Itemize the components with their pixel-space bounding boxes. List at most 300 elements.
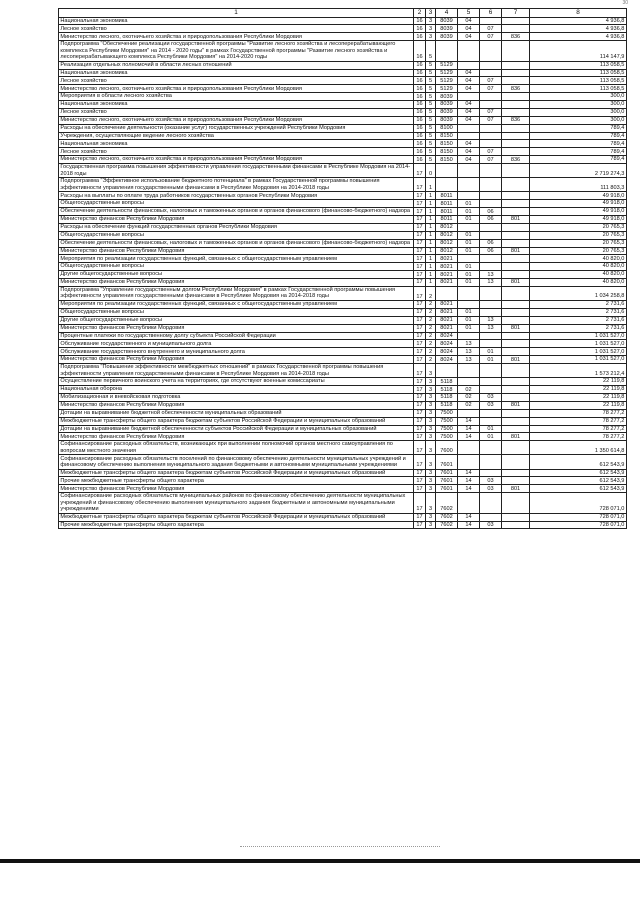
code-cell: 04 <box>458 108 480 116</box>
amount-cell: 22 119,8 <box>530 401 627 409</box>
code-cell <box>502 239 530 247</box>
table-row <box>59 301 627 309</box>
table-row <box>59 348 627 356</box>
code-cell: 8150 <box>436 148 458 156</box>
code-cell <box>502 223 530 231</box>
code-cell: 14 <box>458 417 480 425</box>
code-cell: 13 <box>458 356 480 364</box>
amount-cell: 4 936,8 <box>530 33 627 41</box>
header-cell: 5 <box>458 9 480 18</box>
code-cell: 1 <box>426 216 436 224</box>
code-cell: 17 <box>414 178 426 192</box>
code-cell: 7500 <box>436 409 458 417</box>
budget-table-sheet <box>58 8 626 529</box>
code-cell: 06 <box>480 208 502 216</box>
code-cell: 5 <box>426 156 436 164</box>
row-name-cell: Осуществление первичного воинского учета на территориях, где отсутствуют военные комиссариаты <box>59 378 414 386</box>
row-name-cell: Лесное хозяйство <box>59 108 414 116</box>
row-name-cell: Министерство финансов Республики Мордовия <box>59 324 414 332</box>
amount-cell: 612 543,9 <box>530 477 627 485</box>
row-name-cell: Министерство финансов Республики Мордовия <box>59 401 414 409</box>
code-cell: 01 <box>458 247 480 255</box>
row-name-cell: Учреждения, осуществляющие ведение лесного хозяйства <box>59 132 414 140</box>
code-cell: 17 <box>414 485 426 493</box>
amount-cell: 2 731,6 <box>530 308 627 316</box>
code-cell <box>480 132 502 140</box>
header-cell: 4 <box>436 9 458 18</box>
code-cell: 2 <box>426 348 436 356</box>
table-row <box>59 308 627 316</box>
amount-cell: 40 820,0 <box>530 255 627 263</box>
amount-cell: 20 765,3 <box>530 239 627 247</box>
code-cell <box>502 178 530 192</box>
code-cell <box>502 108 530 116</box>
amount-cell: 1 034 258,8 <box>530 286 627 300</box>
code-cell: 14 <box>458 485 480 493</box>
header-cell: 1 <box>59 9 414 18</box>
row-name-cell: Подпрограмма "Эффективное использование бюджетного потенциала" в рамках Государственной программы повышения эффективности управления государственными финансами в Республике Мордовия на 2014-2018 годы <box>59 178 414 192</box>
code-cell <box>502 513 530 521</box>
code-cell: 5129 <box>436 77 458 85</box>
code-cell: 836 <box>502 33 530 41</box>
row-name-cell: Национальная экономика <box>59 69 414 77</box>
code-cell <box>458 132 480 140</box>
code-cell <box>502 61 530 69</box>
code-cell <box>502 77 530 85</box>
header-cell: 2 <box>414 9 426 18</box>
code-cell: 14 <box>458 513 480 521</box>
code-cell: 17 <box>414 332 426 340</box>
amount-cell: 1 573 212,4 <box>530 364 627 378</box>
code-cell <box>480 101 502 109</box>
code-cell: 04 <box>458 25 480 33</box>
code-cell <box>480 255 502 263</box>
code-cell: 17 <box>414 409 426 417</box>
table-row <box>59 263 627 271</box>
amount-cell: 612 543,9 <box>530 485 627 493</box>
code-cell: 2 <box>426 332 436 340</box>
code-cell: 3 <box>426 25 436 33</box>
code-cell: 02 <box>458 394 480 402</box>
code-cell <box>502 286 530 300</box>
code-cell <box>502 348 530 356</box>
header-cell: 3 <box>426 9 436 18</box>
code-cell <box>502 192 530 200</box>
code-cell <box>458 286 480 300</box>
code-cell: 8039 <box>436 108 458 116</box>
code-cell <box>436 164 458 178</box>
table-row <box>59 433 627 441</box>
code-cell: 8021 <box>436 324 458 332</box>
table-row <box>59 124 627 132</box>
code-cell: 07 <box>480 148 502 156</box>
code-cell: 5 <box>426 148 436 156</box>
code-cell: 3 <box>426 521 436 529</box>
code-cell <box>502 263 530 271</box>
code-cell: 16 <box>414 41 426 61</box>
table-row <box>59 469 627 477</box>
code-cell: 17 <box>414 223 426 231</box>
row-name-cell: Обслуживание государственного и муниципального долга <box>59 340 414 348</box>
code-cell: 8024 <box>436 332 458 340</box>
code-cell: 801 <box>502 356 530 364</box>
code-cell: 17 <box>414 324 426 332</box>
table-row <box>59 164 627 178</box>
amount-cell: 728 071,0 <box>530 521 627 529</box>
row-name-cell: Расходы на обеспечение деятельности (оказание услуг) государственных учреждений Республики Мордовия <box>59 124 414 132</box>
code-cell: 801 <box>502 216 530 224</box>
code-cell: 01 <box>458 324 480 332</box>
row-name-cell: Министерство лесного, охотничьего хозяйства и природопользования Республики Мордовия <box>59 85 414 93</box>
code-cell: 16 <box>414 77 426 85</box>
code-cell: 5 <box>426 132 436 140</box>
budget-table-body <box>59 9 627 529</box>
code-cell: 5 <box>426 61 436 69</box>
code-cell: 3 <box>426 401 436 409</box>
code-cell <box>502 271 530 279</box>
row-name-cell: Софинансирование расходных обязательств муниципальных районов по финансовому обеспечению деятельности муниципальных учреждений и финансовому обеспечению выполнения муниципального задания бюджетными и автономными муниципальными учреждениями <box>59 493 414 513</box>
amount-cell: 40 820,0 <box>530 279 627 287</box>
table-row <box>59 386 627 394</box>
code-cell <box>436 286 458 300</box>
code-cell: 1 <box>426 239 436 247</box>
amount-cell: 49 918,0 <box>530 192 627 200</box>
code-cell: 801 <box>502 279 530 287</box>
code-cell: 1 <box>426 255 436 263</box>
row-name-cell: Министерство лесного, охотничьего хозяйства и природопользования Республики Мордовия <box>59 33 414 41</box>
code-cell: 04 <box>458 85 480 93</box>
code-cell: 13 <box>458 340 480 348</box>
code-cell <box>502 521 530 529</box>
amount-cell: 49 918,0 <box>530 208 627 216</box>
code-cell: 8021 <box>436 271 458 279</box>
code-cell: 5 <box>426 85 436 93</box>
code-cell: 04 <box>458 17 480 25</box>
code-cell: 5 <box>426 77 436 85</box>
code-cell: 836 <box>502 116 530 124</box>
code-cell: 17 <box>414 441 426 455</box>
amount-cell: 113 058,5 <box>530 77 627 85</box>
code-cell: 17 <box>414 493 426 513</box>
code-cell: 01 <box>458 279 480 287</box>
code-cell: 07 <box>480 77 502 85</box>
row-name-cell: Лесное хозяйство <box>59 25 414 33</box>
code-cell: 16 <box>414 132 426 140</box>
code-cell: 2 <box>426 316 436 324</box>
code-cell: 7602 <box>436 513 458 521</box>
code-cell: 5118 <box>436 401 458 409</box>
code-cell: 14 <box>458 433 480 441</box>
row-name-cell: Министерство финансов Республики Мордовия <box>59 247 414 255</box>
code-cell: 5118 <box>436 378 458 386</box>
code-cell: 8039 <box>436 17 458 25</box>
code-cell <box>502 308 530 316</box>
code-cell: 8039 <box>436 33 458 41</box>
table-row <box>59 223 627 231</box>
row-name-cell: Общегосударственные вопросы <box>59 200 414 208</box>
row-name-cell: Общегосударственные вопросы <box>59 308 414 316</box>
code-cell: 17 <box>414 286 426 300</box>
code-cell: 2 <box>426 301 436 309</box>
code-cell <box>458 223 480 231</box>
table-row <box>59 378 627 386</box>
table-header-row <box>59 9 627 18</box>
code-cell <box>502 340 530 348</box>
code-cell: 5 <box>426 69 436 77</box>
code-cell: 17 <box>414 301 426 309</box>
code-cell <box>480 178 502 192</box>
table-row <box>59 77 627 85</box>
code-cell <box>502 364 530 378</box>
amount-cell: 20 765,3 <box>530 247 627 255</box>
table-row <box>59 93 627 101</box>
code-cell: 14 <box>458 469 480 477</box>
row-name-cell: Государственная программа повышения эффективности управления государственными финансами в Республике Мордовия на 2014-2018 годы <box>59 164 414 178</box>
code-cell: 5 <box>426 124 436 132</box>
table-row <box>59 340 627 348</box>
code-cell: 16 <box>414 124 426 132</box>
row-name-cell: Реализация отдельных полномочий в области лесных отношений <box>59 61 414 69</box>
code-cell: 8021 <box>436 301 458 309</box>
code-cell: 8021 <box>436 308 458 316</box>
row-name-cell: Подпрограмма "Повышение эффективности межбюджетных отношений" в рамках Государственной программы повышения эффективности управления государственными финансами в Республике Мордовия на 2014-2018 годы <box>59 364 414 378</box>
code-cell: 17 <box>414 469 426 477</box>
amount-cell: 789,4 <box>530 156 627 164</box>
amount-cell: 78 277,2 <box>530 409 627 417</box>
code-cell: 17 <box>414 425 426 433</box>
code-cell <box>502 231 530 239</box>
amount-cell: 78 277,2 <box>530 417 627 425</box>
table-row <box>59 401 627 409</box>
header-cell: 6 <box>480 9 502 18</box>
amount-cell: 789,4 <box>530 124 627 132</box>
row-name-cell: Лесное хозяйство <box>59 148 414 156</box>
amount-cell: 40 820,0 <box>530 271 627 279</box>
code-cell: 17 <box>414 356 426 364</box>
code-cell <box>480 286 502 300</box>
code-cell: 13 <box>480 324 502 332</box>
code-cell: 5 <box>426 116 436 124</box>
scan-bottom-edge <box>0 859 640 863</box>
code-cell: 1 <box>426 247 436 255</box>
code-cell <box>458 255 480 263</box>
table-row <box>59 17 627 25</box>
code-cell: 5129 <box>436 69 458 77</box>
code-cell: 13 <box>480 271 502 279</box>
code-cell: 01 <box>458 316 480 324</box>
code-cell: 8024 <box>436 340 458 348</box>
code-cell: 17 <box>414 208 426 216</box>
code-cell <box>480 469 502 477</box>
code-cell: 801 <box>502 433 530 441</box>
code-cell: 8024 <box>436 348 458 356</box>
code-cell: 1 <box>426 200 436 208</box>
code-cell: 7602 <box>436 521 458 529</box>
code-cell: 5118 <box>436 386 458 394</box>
amount-cell: 612 543,9 <box>530 469 627 477</box>
code-cell: 06 <box>480 247 502 255</box>
code-cell: 8039 <box>436 25 458 33</box>
code-cell <box>480 200 502 208</box>
code-cell: 17 <box>414 200 426 208</box>
code-cell <box>502 17 530 25</box>
code-cell <box>502 386 530 394</box>
table-row <box>59 239 627 247</box>
code-cell: 7602 <box>436 493 458 513</box>
code-cell <box>502 301 530 309</box>
code-cell: 17 <box>414 308 426 316</box>
code-cell <box>480 441 502 455</box>
amount-cell: 789,4 <box>530 140 627 148</box>
table-row <box>59 41 627 61</box>
code-cell: 01 <box>458 231 480 239</box>
row-name-cell: Другие общегосударственные вопросы <box>59 316 414 324</box>
amount-cell: 1 031 527,0 <box>530 332 627 340</box>
code-cell <box>502 25 530 33</box>
row-name-cell: Национальная экономика <box>59 140 414 148</box>
code-cell: 17 <box>414 255 426 263</box>
code-cell: 03 <box>480 394 502 402</box>
table-row <box>59 425 627 433</box>
code-cell: 8011 <box>436 200 458 208</box>
code-cell <box>502 101 530 109</box>
code-cell: 3 <box>426 394 436 402</box>
amount-cell: 1 031 527,0 <box>530 356 627 364</box>
code-cell: 1 <box>426 271 436 279</box>
code-cell: 04 <box>458 77 480 85</box>
code-cell: 16 <box>414 116 426 124</box>
code-cell: 17 <box>414 455 426 469</box>
header-cell: 7 <box>502 9 530 18</box>
code-cell: 1 <box>426 279 436 287</box>
code-cell: 17 <box>414 378 426 386</box>
code-cell <box>502 41 530 61</box>
row-name-cell: Прочие межбюджетные трансферты общего характера <box>59 477 414 485</box>
code-cell: 16 <box>414 108 426 116</box>
table-row <box>59 140 627 148</box>
code-cell: 17 <box>414 239 426 247</box>
table-row <box>59 394 627 402</box>
amount-cell: 1 350 614,8 <box>530 441 627 455</box>
code-cell <box>480 263 502 271</box>
code-cell <box>458 364 480 378</box>
row-name-cell: Процентные платежи по государственному долгу субъекта Российской Федерации <box>59 332 414 340</box>
code-cell: 17 <box>414 401 426 409</box>
code-cell: 07 <box>480 25 502 33</box>
code-cell <box>480 61 502 69</box>
code-cell: 3 <box>426 485 436 493</box>
code-cell: 16 <box>414 101 426 109</box>
table-row <box>59 286 627 300</box>
code-cell: 01 <box>458 239 480 247</box>
amount-cell: 300,0 <box>530 108 627 116</box>
code-cell: 1 <box>426 263 436 271</box>
code-cell: 5 <box>426 41 436 61</box>
code-cell: 8021 <box>436 255 458 263</box>
row-name-cell: Расходы на обеспечение функций государственных органов Республики Мордовия <box>59 223 414 231</box>
code-cell <box>480 192 502 200</box>
row-name-cell: Национальная экономика <box>59 17 414 25</box>
code-cell: 2 <box>426 286 436 300</box>
code-cell <box>480 69 502 77</box>
code-cell: 01 <box>458 216 480 224</box>
code-cell: 8021 <box>436 263 458 271</box>
code-cell: 04 <box>458 33 480 41</box>
code-cell: 14 <box>458 477 480 485</box>
row-name-cell: Дотации на выравнивание бюджетной обеспеченности субъектов Российской Федерации и муниципальных образований <box>59 425 414 433</box>
code-cell: 01 <box>458 308 480 316</box>
code-cell: 16 <box>414 156 426 164</box>
code-cell: 17 <box>414 477 426 485</box>
table-row <box>59 521 627 529</box>
code-cell <box>502 394 530 402</box>
row-name-cell: Министерство лесного, охотничьего хозяйства и природопользования Республики Мордовия <box>59 116 414 124</box>
code-cell: 3 <box>426 469 436 477</box>
row-name-cell: Софинансирование расходных обязательств, возникающих при выполнении полномочий органов местного самоуправления по вопросам местного значения <box>59 441 414 455</box>
code-cell: 3 <box>426 409 436 417</box>
table-row <box>59 69 627 77</box>
code-cell: 2 <box>426 324 436 332</box>
code-cell: 3 <box>426 441 436 455</box>
code-cell <box>436 178 458 192</box>
code-cell: 801 <box>502 247 530 255</box>
code-cell <box>458 164 480 178</box>
amount-cell: 612 543,9 <box>530 455 627 469</box>
code-cell: 17 <box>414 247 426 255</box>
code-cell <box>502 455 530 469</box>
table-row <box>59 455 627 469</box>
code-cell: 06 <box>480 216 502 224</box>
code-cell: 8039 <box>436 116 458 124</box>
code-cell: 16 <box>414 69 426 77</box>
amount-cell: 728 071,0 <box>530 513 627 521</box>
row-name-cell: Министерство финансов Республики Мордовия <box>59 433 414 441</box>
code-cell: 17 <box>414 348 426 356</box>
row-name-cell: Министерство финансов Республики Мордовия <box>59 356 414 364</box>
amount-cell: 40 820,0 <box>530 263 627 271</box>
code-cell <box>458 455 480 469</box>
amount-cell: 22 119,8 <box>530 386 627 394</box>
table-row <box>59 279 627 287</box>
code-cell: 3 <box>426 433 436 441</box>
code-cell <box>502 140 530 148</box>
code-cell: 17 <box>414 231 426 239</box>
code-cell: 01 <box>458 208 480 216</box>
code-cell: 17 <box>414 521 426 529</box>
code-cell <box>502 378 530 386</box>
code-cell: 3 <box>426 425 436 433</box>
code-cell: 8012 <box>436 231 458 239</box>
code-cell: 03 <box>480 485 502 493</box>
table-row <box>59 255 627 263</box>
code-cell: 03 <box>480 521 502 529</box>
code-cell: 8021 <box>436 279 458 287</box>
amount-cell: 1 031 527,0 <box>530 348 627 356</box>
code-cell: 1 <box>426 231 436 239</box>
row-name-cell: Обеспечение деятельности финансовых, налоговых и таможенных органов и органов финансового (финансово-бюджетного) надзора <box>59 239 414 247</box>
amount-cell: 2 731,6 <box>530 301 627 309</box>
code-cell: 16 <box>414 17 426 25</box>
amount-cell: 22 119,8 <box>530 378 627 386</box>
code-cell: 7601 <box>436 455 458 469</box>
code-cell: 04 <box>458 69 480 77</box>
code-cell <box>502 255 530 263</box>
amount-cell: 20 765,3 <box>530 223 627 231</box>
code-cell <box>480 386 502 394</box>
code-cell <box>502 332 530 340</box>
amount-cell: 114 147,9 <box>530 41 627 61</box>
amount-cell: 78 277,2 <box>530 425 627 433</box>
